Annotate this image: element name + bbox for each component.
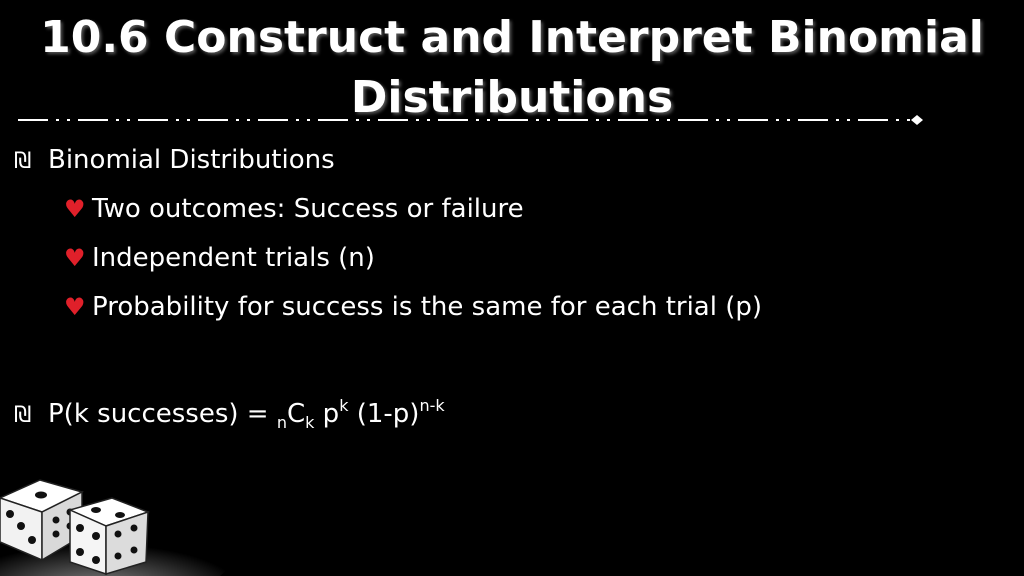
title-line-1: 10.6 Construct and Interpret Binomial [40, 12, 984, 63]
formula-k-exp: k [339, 396, 349, 415]
bullet-glyph-icon: ₪ [14, 403, 32, 428]
dashed-divider [18, 114, 923, 126]
title-line-2: Distributions [350, 72, 674, 123]
formula-exp: n-k [419, 396, 445, 415]
bullet-binomial [14, 144, 335, 178]
sub-bullet-text: Two outcomes: Success or failure [92, 194, 524, 224]
formula-p: p [314, 399, 340, 429]
sub-bullet-outcomes [64, 193, 524, 225]
slide-title [0, 8, 1024, 128]
sub-bullet-text: Probability for success is the same for each trial (p) [92, 292, 763, 322]
die-right-icon [70, 498, 148, 574]
sub-bullet-text: Independent trials (n) [92, 243, 375, 273]
bullet-glyph-icon: ₪ [14, 149, 32, 174]
formula-prefix: P(k successes) = [48, 399, 277, 429]
bullet-formula [14, 390, 445, 439]
sub-bullet-probability [64, 291, 762, 323]
dice-image [0, 470, 230, 576]
heart-icon: ♥ [64, 293, 86, 321]
formula-k: k [305, 413, 315, 432]
formula-rest: (1-p) [348, 399, 420, 429]
sub-bullet-independent [64, 242, 375, 274]
heart-icon: ♥ [64, 244, 86, 272]
formula-n: n [276, 413, 287, 432]
heart-icon: ♥ [64, 195, 86, 223]
formula-c: C [287, 399, 306, 429]
bullet-text: Binomial Distributions [48, 145, 335, 175]
